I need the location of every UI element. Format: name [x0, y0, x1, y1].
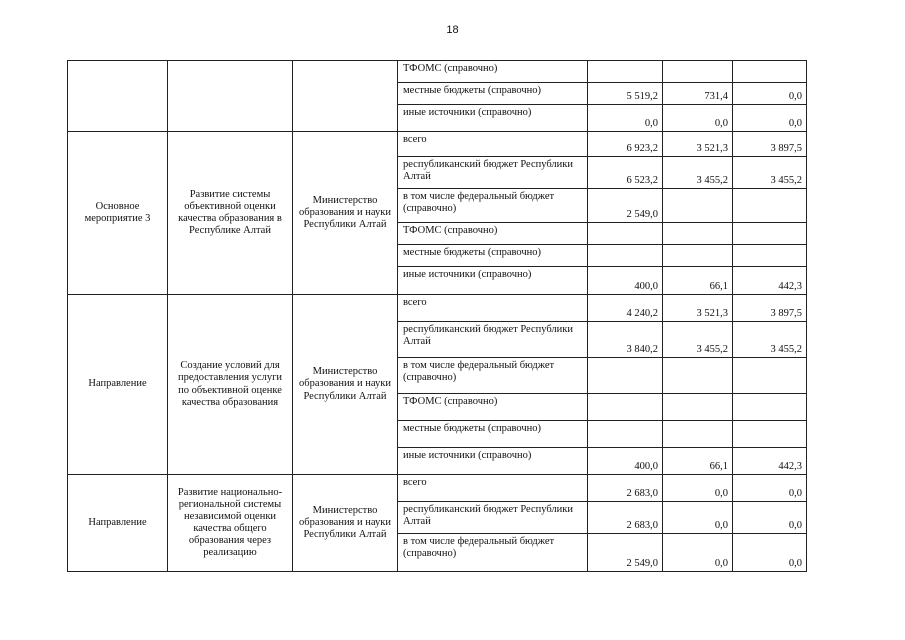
funding-source-cell: в том числе федеральный бюджет (справочно) — [398, 358, 588, 394]
value-cell: 66,1 — [663, 267, 733, 295]
value-cell: 4 240,2 — [588, 295, 663, 322]
value-cell: 5 519,2 — [588, 83, 663, 105]
value-cell — [663, 358, 733, 394]
value-cell: 3 455,2 — [733, 157, 807, 189]
table-row — [68, 61, 807, 83]
value-cell: 0,0 — [663, 534, 733, 572]
funding-source-cell: ТФОМС (справочно) — [398, 394, 588, 421]
value-cell: 3 521,3 — [663, 295, 733, 322]
funding-source-cell: всего — [398, 475, 588, 502]
funding-source-cell: всего — [398, 132, 588, 157]
funding-source-cell: республиканский бюджет Республики Алтай — [398, 157, 588, 189]
activity-name-cell: Развитие национально-региональной системы независимой оценки качества общего образования через реализацию — [168, 475, 293, 572]
value-cell — [663, 245, 733, 267]
value-cell — [733, 223, 807, 245]
value-cell: 3 455,2 — [663, 157, 733, 189]
executor-cell: Министерство образования и науки Республики Алтай — [293, 132, 398, 295]
value-cell — [588, 358, 663, 394]
value-cell: 0,0 — [663, 105, 733, 132]
value-cell — [733, 245, 807, 267]
value-cell — [733, 358, 807, 394]
activity-name-cell: Создание условий для предоставления услуги по объективной оценке качества образования — [168, 295, 293, 475]
value-cell: 0,0 — [733, 534, 807, 572]
value-cell: 2 549,0 — [588, 189, 663, 223]
executor-cell: Министерство образования и науки Республики Алтай — [293, 295, 398, 475]
activity-type-cell — [68, 61, 168, 132]
value-cell — [663, 223, 733, 245]
value-cell — [733, 61, 807, 83]
value-cell: 0,0 — [663, 475, 733, 502]
value-cell: 400,0 — [588, 267, 663, 295]
value-cell: 3 455,2 — [733, 322, 807, 358]
funding-source-cell: республиканский бюджет Республики Алтай — [398, 322, 588, 358]
value-cell: 2 549,0 — [588, 534, 663, 572]
value-cell: 442,3 — [733, 267, 807, 295]
funding-source-cell: иные источники (справочно) — [398, 105, 588, 132]
executor-cell: Министерство образования и науки Республики Алтай — [293, 475, 398, 572]
value-cell: 3 840,2 — [588, 322, 663, 358]
value-cell: 3 521,3 — [663, 132, 733, 157]
funding-source-cell: республиканский бюджет Республики Алтай — [398, 502, 588, 534]
table-row — [68, 132, 807, 157]
value-cell: 3 897,5 — [733, 295, 807, 322]
activity-type-cell: Направление — [68, 475, 168, 572]
value-cell — [663, 394, 733, 421]
value-cell — [588, 245, 663, 267]
value-cell — [733, 394, 807, 421]
value-cell — [663, 61, 733, 83]
funding-source-cell: ТФОМС (справочно) — [398, 223, 588, 245]
value-cell — [588, 421, 663, 448]
funding-source-cell: в том числе федеральный бюджет (справочно) — [398, 534, 588, 572]
funding-source-cell: местные бюджеты (справочно) — [398, 83, 588, 105]
funding-source-cell: местные бюджеты (справочно) — [398, 245, 588, 267]
activity-name-cell: Развитие системы объективной оценки качества образования в Республике Алтай — [168, 132, 293, 295]
value-cell — [588, 223, 663, 245]
value-cell — [733, 189, 807, 223]
value-cell: 2 683,0 — [588, 502, 663, 534]
value-cell: 6 523,2 — [588, 157, 663, 189]
activity-type-cell: Направление — [68, 295, 168, 475]
value-cell: 0,0 — [733, 475, 807, 502]
budget-table — [67, 60, 807, 572]
value-cell — [588, 394, 663, 421]
value-cell: 0,0 — [733, 105, 807, 132]
value-cell — [663, 421, 733, 448]
value-cell — [733, 421, 807, 448]
activity-name-cell — [168, 61, 293, 132]
value-cell: 731,4 — [663, 83, 733, 105]
value-cell: 0,0 — [663, 502, 733, 534]
table-row — [68, 475, 807, 502]
value-cell: 2 683,0 — [588, 475, 663, 502]
value-cell — [663, 189, 733, 223]
value-cell: 442,3 — [733, 448, 807, 475]
value-cell: 0,0 — [733, 83, 807, 105]
value-cell: 3 897,5 — [733, 132, 807, 157]
funding-source-cell: всего — [398, 295, 588, 322]
page-number: 18 — [446, 24, 459, 36]
executor-cell — [293, 61, 398, 132]
funding-source-cell: ТФОМС (справочно) — [398, 61, 588, 83]
value-cell: 3 455,2 — [663, 322, 733, 358]
funding-source-cell: местные бюджеты (справочно) — [398, 421, 588, 448]
funding-source-cell: иные источники (справочно) — [398, 448, 588, 475]
value-cell: 0,0 — [588, 105, 663, 132]
funding-source-cell: иные источники (справочно) — [398, 267, 588, 295]
value-cell: 6 923,2 — [588, 132, 663, 157]
value-cell: 66,1 — [663, 448, 733, 475]
table-row — [68, 295, 807, 322]
value-cell: 400,0 — [588, 448, 663, 475]
value-cell — [588, 61, 663, 83]
value-cell: 0,0 — [733, 502, 807, 534]
activity-type-cell: Основное мероприятие 3 — [68, 132, 168, 295]
funding-source-cell: в том числе федеральный бюджет (справочно) — [398, 189, 588, 223]
